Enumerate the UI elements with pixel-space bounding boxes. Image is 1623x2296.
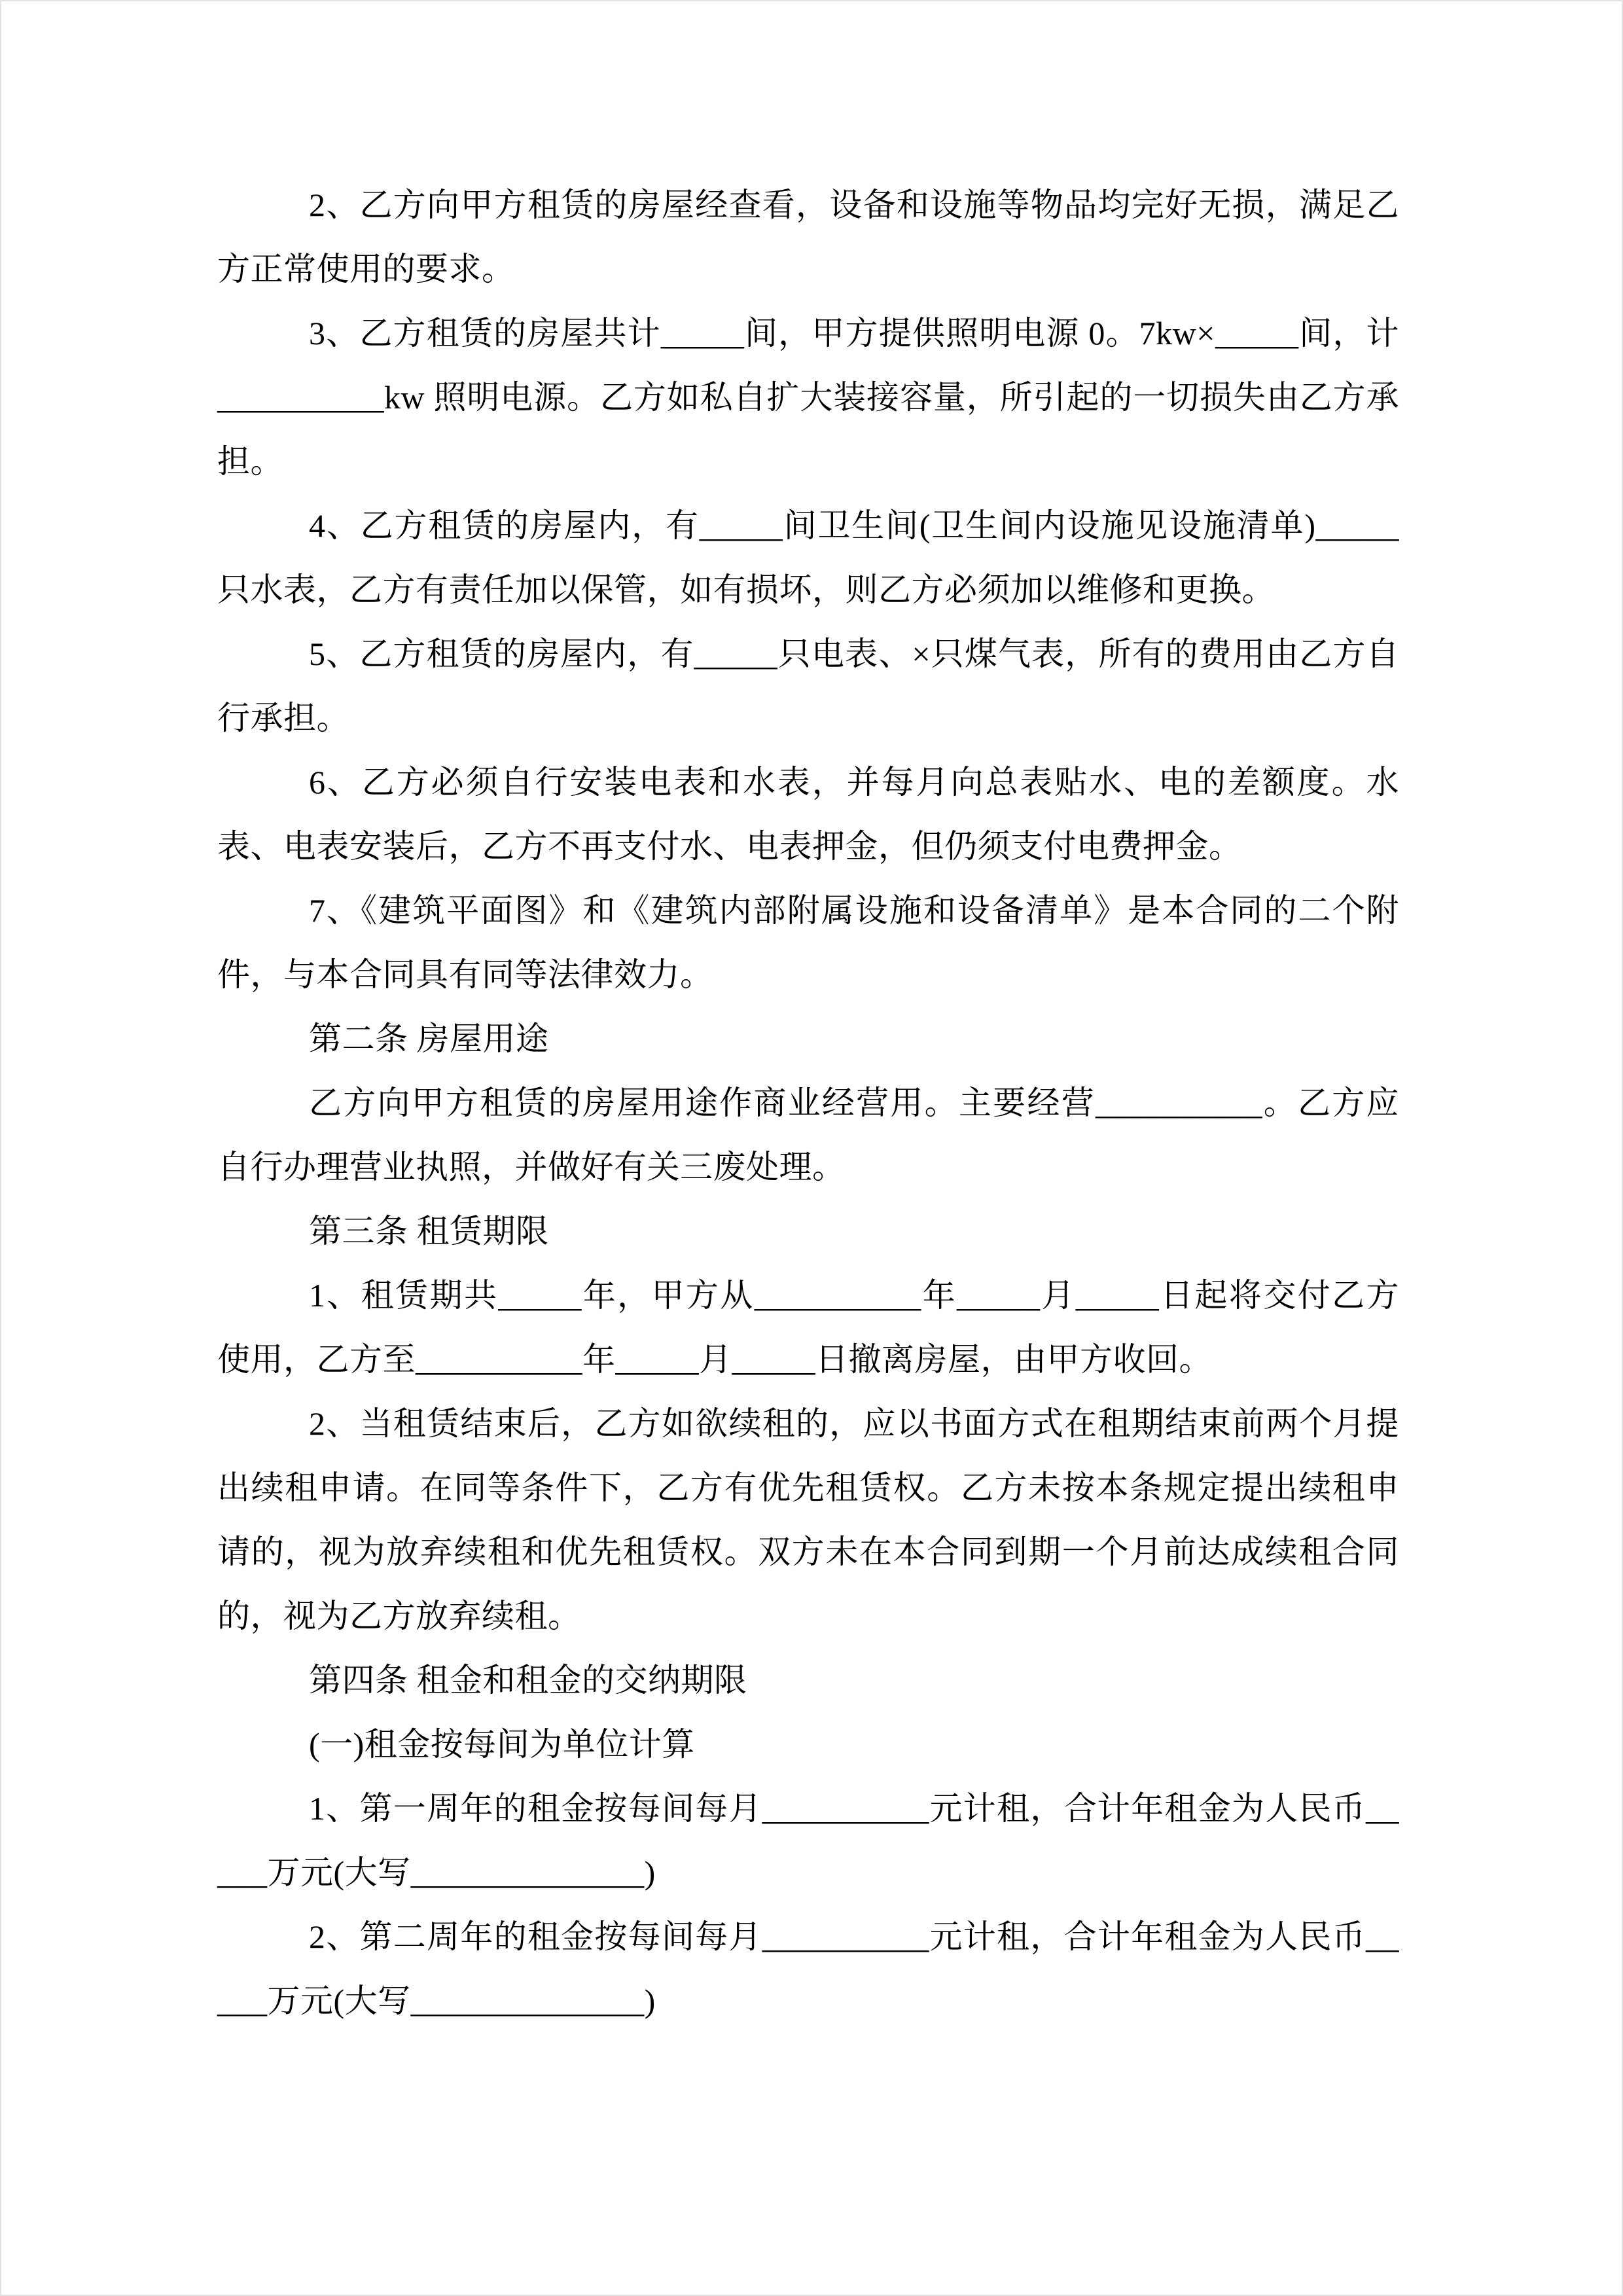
- document-body: [217, 173, 1399, 2033]
- clause-item-4: 4、乙方租赁的房屋内，有_____间卫生间(卫生间内设施见设施清单)_____只水表，乙方有责任加以保管，如有损坏，则乙方必须加以维修和更换。: [217, 507, 1399, 608]
- article-3-clause-2: 2、当租赁结束后，乙方如欲续租的，应以书面方式在租期结束前两个月提出续租申请。在同等条件下，乙方有优先租赁权。乙方未按本条规定提出续租申请的，视为放弃续租和优先租赁权。双方未在本合同到期一个月前达成续租合同的，视为乙方放弃续租。: [217, 1405, 1399, 1634]
- article-4-clause-2: 2、第二周年的租金按每间每月__________元计租，合计年租金为人民币_____万元(大写______________): [217, 1918, 1399, 2019]
- article-4-clause-1: 1、第一周年的租金按每间每月__________元计租，合计年租金为人民币_____万元(大写______________): [217, 1790, 1399, 1891]
- article-2-heading: 第二条 房屋用途: [309, 1020, 549, 1057]
- article-2-body: 乙方向甲方租赁的房屋用途作商业经营用。主要经营__________。乙方应自行办理营业执照，并做好有关三废处理。: [217, 1085, 1399, 1185]
- clause-item-5: 5、乙方租赁的房屋内，有_____只电表、×只煤气表，所有的费用由乙方自行承担。: [217, 636, 1399, 736]
- clause-item-6: 6、乙方必须自行安装电表和水表，并每月向总表贴水、电的差额度。水表、电表安装后，乙方不再支付水、电表押金，但仍须支付电费押金。: [217, 764, 1399, 865]
- article-4-heading: 第四条 租金和租金的交纳期限: [309, 1662, 747, 1698]
- clause-item-2: 2、乙方向甲方租赁的房屋经查看，设备和设施等物品均完好无损，满足乙方正常使用的要求。: [217, 187, 1399, 287]
- article-3-heading: 第三条 租赁期限: [309, 1213, 549, 1249]
- clause-item-3: 3、乙方租赁的房屋共计_____间，甲方提供照明电源 0。7kw×_____间，计__________kw 照明电源。乙方如私自扩大装接容量，所引起的一切损失由乙方承担。: [217, 315, 1399, 480]
- article-4-subheading: (一)租金按每间为单位计算: [309, 1726, 695, 1763]
- clause-item-7: 7、《建筑平面图》和《建筑内部附属设施和设备清单》是本合同的二个附件，与本合同具有同等法律效力。: [217, 892, 1399, 993]
- article-3-clause-1: 1、租赁期共_____年，甲方从__________年_____月_____日起将交付乙方使用，乙方至__________年_____月_____日撤离房屋，由甲方收回。: [217, 1277, 1399, 1378]
